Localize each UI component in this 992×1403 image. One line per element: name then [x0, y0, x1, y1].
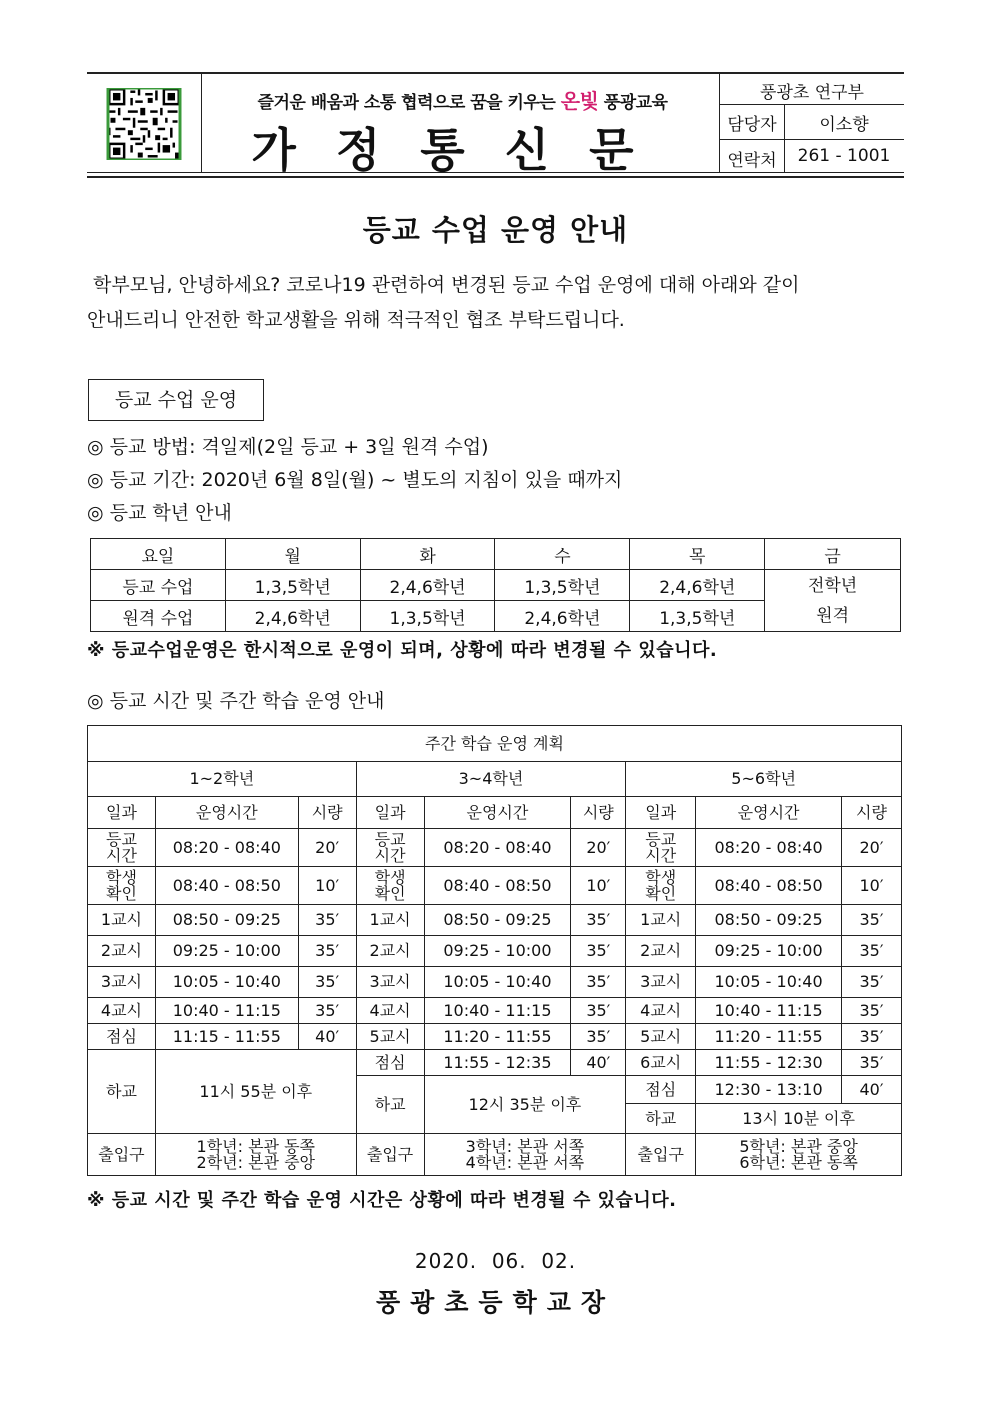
- table-cell: 2,4,6학년: [225, 601, 360, 632]
- duration-cell: 35′: [571, 905, 626, 936]
- leave-time: 12시 35분 이후: [424, 1076, 626, 1134]
- period-cell: [356, 867, 424, 905]
- leave-time: 11시 55분 이후: [155, 1050, 356, 1134]
- intro-paragraph: [87, 268, 907, 338]
- period-cell: 점심: [626, 1076, 696, 1104]
- header-slogan: [210, 85, 715, 114]
- duration-cell: 10′: [841, 867, 901, 905]
- period-cell: 6교시: [626, 1050, 696, 1076]
- leave-label: 하교: [356, 1076, 424, 1134]
- table-header-cell: 금: [765, 539, 901, 570]
- weekly-plan-table: [87, 725, 902, 1176]
- header-divider: [201, 73, 202, 173]
- intro-line: 안내드리니 안전한 학교생활을 위해 적극적인 협조 부탁드립니다.: [87, 309, 625, 331]
- gate-line: 3학년: 본관 서쪽: [465, 1136, 585, 1156]
- table-row: [88, 829, 902, 867]
- slogan-accent: 온빛: [560, 89, 599, 113]
- time-cell: 11:15 - 11:55: [155, 1024, 298, 1050]
- duration-cell: 35′: [841, 905, 901, 936]
- period-cell: [626, 829, 696, 867]
- period-cell: 3교시: [88, 967, 156, 998]
- leave-time: 13시 10분 이후: [696, 1104, 902, 1134]
- period-cell: 4교시: [88, 998, 156, 1024]
- table-row: [88, 1134, 902, 1176]
- bullet-grades: ◎ 등교 학년 안내: [87, 502, 232, 524]
- contact-person: 이소향: [819, 115, 869, 135]
- friday-line: 전학년: [807, 575, 858, 596]
- time-cell: 09:25 - 10:00: [424, 936, 571, 967]
- period-cell: 1교시: [88, 905, 156, 936]
- weekly-title: 주간 학습 운영 계획: [88, 726, 902, 762]
- table-cell: 2,4,6학년: [495, 601, 630, 632]
- table-row: [88, 936, 902, 967]
- column-header: 운영시간: [424, 797, 571, 829]
- column-header: 일과: [356, 797, 424, 829]
- bullet-weekly: ◎ 등교 시간 및 주간 학습 운영 안내: [87, 690, 385, 712]
- duration-cell: 35′: [841, 998, 901, 1024]
- duration-cell: 35′: [298, 905, 356, 936]
- duration-cell: 35′: [841, 936, 901, 967]
- column-header: 일과: [626, 797, 696, 829]
- leave-label: 하교: [626, 1104, 696, 1134]
- period-line: 시간: [374, 845, 406, 865]
- table-title-row: [88, 726, 902, 762]
- column-header-row: [88, 797, 902, 829]
- gate-label: 출입구: [356, 1134, 424, 1176]
- duration-cell: 40′: [571, 1050, 626, 1076]
- time-cell: 08:40 - 08:50: [696, 867, 842, 905]
- gate-line: 1학년: 본관 동쪽: [196, 1136, 315, 1156]
- signature: 풍광초등학교장: [375, 1288, 616, 1317]
- table-cell: 1,3,5학년: [495, 570, 630, 601]
- gate-cell: [424, 1134, 626, 1176]
- period-cell: 1교시: [626, 905, 696, 936]
- meta-rule: [720, 139, 904, 140]
- period-cell: 1교시: [356, 905, 424, 936]
- period-line: 확인: [374, 883, 406, 903]
- time-cell: 10:40 - 11:15: [424, 998, 571, 1024]
- period-line: 시간: [645, 845, 677, 865]
- table-cell: 1,3,5학년: [225, 570, 360, 601]
- column-header: 시량: [298, 797, 356, 829]
- time-cell: 08:50 - 09:25: [696, 905, 842, 936]
- meta-rule: [720, 104, 904, 105]
- duration-cell: 20′: [298, 829, 356, 867]
- period-cell: 5교시: [626, 1024, 696, 1050]
- period-cell: 2교시: [356, 936, 424, 967]
- time-cell: 10:05 - 10:40: [424, 967, 571, 998]
- time-cell: 08:20 - 08:40: [424, 829, 571, 867]
- group-header: 1~2학년: [88, 762, 357, 797]
- gate-line: 2학년: 본관 중앙: [196, 1152, 315, 1172]
- duration-cell: 35′: [841, 1050, 901, 1076]
- header-department: 풍광초 연구부: [760, 83, 864, 103]
- duration-cell: 40′: [298, 1024, 356, 1050]
- time-cell: 10:40 - 11:15: [696, 998, 842, 1024]
- period-cell: [356, 829, 424, 867]
- period-line: 확인: [105, 883, 137, 903]
- table-cell: 등교 수업: [91, 570, 226, 601]
- group-header: 5~6학년: [626, 762, 902, 797]
- note-2: ※ 등교 시간 및 주간 학습 운영 시간은 상황에 따라 변경될 수 있습니다.: [87, 1190, 677, 1211]
- bullet-method: ◎ 등교 방법: 격일제(2일 등교 + 3일 원격 수업): [87, 436, 489, 458]
- table-cell: 1,3,5학년: [360, 601, 495, 632]
- column-header: 일과: [88, 797, 156, 829]
- duration-cell: 20′: [571, 829, 626, 867]
- gate-label: 출입구: [88, 1134, 156, 1176]
- period-line: 시간: [105, 845, 137, 865]
- note-1: ※ 등교수업운영은 한시적으로 운영이 되며, 상황에 따라 변경될 수 있습니다.: [87, 640, 718, 661]
- table-cell: 2,4,6학년: [630, 570, 765, 601]
- period-line: 학생: [374, 867, 406, 887]
- grade-schedule-table: [90, 538, 901, 632]
- duration-cell: 10′: [571, 867, 626, 905]
- time-cell: 11:20 - 11:55: [696, 1024, 842, 1050]
- friday-line: 원격: [816, 605, 850, 626]
- duration-cell: 35′: [298, 936, 356, 967]
- period-cell: 점심: [356, 1050, 424, 1076]
- period-cell: [88, 829, 156, 867]
- time-cell: 09:25 - 10:00: [696, 936, 842, 967]
- issue-date: 2020. 06. 02.: [414, 1249, 577, 1273]
- duration-cell: 35′: [298, 998, 356, 1024]
- time-cell: 10:05 - 10:40: [696, 967, 842, 998]
- duration-cell: 35′: [571, 1024, 626, 1050]
- time-cell: 12:30 - 13:10: [696, 1076, 842, 1104]
- section-label-box: 등교 수업 운영: [88, 379, 264, 421]
- duration-cell: 35′: [298, 967, 356, 998]
- duration-cell: 35′: [571, 967, 626, 998]
- time-cell: 10:05 - 10:40: [155, 967, 298, 998]
- period-cell: 2교시: [626, 936, 696, 967]
- slogan-text-post: 풍광교육: [603, 93, 668, 113]
- contact-phone: 261 - 1001: [797, 146, 891, 166]
- table-header-row: [91, 539, 901, 570]
- header-top-rule: [87, 72, 904, 74]
- table-row: [88, 1024, 902, 1050]
- column-header: 시량: [571, 797, 626, 829]
- period-cell: 5교시: [356, 1024, 424, 1050]
- time-cell: 08:40 - 08:50: [155, 867, 298, 905]
- period-cell: 3교시: [626, 967, 696, 998]
- leave-label: 하교: [88, 1050, 156, 1134]
- slogan-text: 즐거운 배움과 소통 협력으로 꿈을 키우는: [257, 93, 556, 113]
- bullet-period: ◎ 등교 기간: 2020년 6월 8일(월) ~ 별도의 지침이 있을 때까지: [87, 469, 623, 491]
- table-row: [88, 967, 902, 998]
- duration-cell: 40′: [841, 1076, 901, 1104]
- column-header: 운영시간: [155, 797, 298, 829]
- period-cell: [626, 867, 696, 905]
- time-cell: 08:50 - 09:25: [155, 905, 298, 936]
- qr-code-icon: [104, 88, 184, 160]
- time-cell: 08:20 - 08:40: [155, 829, 298, 867]
- period-cell: 3교시: [356, 967, 424, 998]
- gate-line: 5학년: 본관 중앙: [739, 1136, 858, 1156]
- table-header-cell: 수: [495, 539, 630, 570]
- time-cell: 09:25 - 10:00: [155, 936, 298, 967]
- time-cell: 11:55 - 12:35: [424, 1050, 571, 1076]
- period-cell: 2교시: [88, 936, 156, 967]
- table-row: [88, 867, 902, 905]
- duration-cell: 35′: [841, 967, 901, 998]
- time-cell: 08:50 - 09:25: [424, 905, 571, 936]
- table-header-cell: 월: [225, 539, 360, 570]
- gate-line: 4학년: 본관 서쪽: [465, 1152, 585, 1172]
- period-cell: [88, 867, 156, 905]
- gate-label: 출입구: [626, 1134, 696, 1176]
- group-header: 3~4학년: [356, 762, 626, 797]
- table-cell: 원격 수업: [91, 601, 226, 632]
- time-cell: 08:40 - 08:50: [424, 867, 571, 905]
- time-cell: 11:20 - 11:55: [424, 1024, 571, 1050]
- page-title: 가정통신문: [251, 123, 674, 177]
- table-row: [88, 998, 902, 1024]
- friday-cell: [765, 570, 901, 632]
- table-cell: 2,4,6학년: [360, 570, 495, 601]
- duration-cell: 35′: [571, 936, 626, 967]
- intro-line: 학부모님, 안녕하세요? 코로나19 관련하여 변경된 등교 수업 운영에 대해 아래와 같이: [87, 274, 800, 296]
- period-line: 등교: [374, 829, 406, 849]
- period-line: 등교: [645, 829, 677, 849]
- table-cell: 1,3,5학년: [630, 601, 765, 632]
- period-cell: 점심: [88, 1024, 156, 1050]
- gate-cell: [155, 1134, 356, 1176]
- period-cell: 4교시: [356, 998, 424, 1024]
- time-cell: 11:55 - 12:30: [696, 1050, 842, 1076]
- duration-cell: 10′: [298, 867, 356, 905]
- time-cell: 08:20 - 08:40: [696, 829, 842, 867]
- time-cell: 10:40 - 11:15: [155, 998, 298, 1024]
- table-row: [88, 1050, 902, 1076]
- table-row: [88, 905, 902, 936]
- contact-person-label: 담당자: [727, 115, 777, 135]
- gate-cell: [696, 1134, 902, 1176]
- period-line: 확인: [645, 883, 677, 903]
- period-line: 학생: [645, 867, 677, 887]
- period-line: 등교: [105, 829, 137, 849]
- contact-phone-label: 연락처: [727, 151, 777, 171]
- table-row: [91, 570, 901, 601]
- table-header-cell: 화: [360, 539, 495, 570]
- period-cell: 4교시: [626, 998, 696, 1024]
- duration-cell: 35′: [571, 998, 626, 1024]
- group-header-row: [88, 762, 902, 797]
- gate-line: 6학년: 본관 동쪽: [739, 1152, 858, 1172]
- duration-cell: 20′: [841, 829, 901, 867]
- duration-cell: 35′: [841, 1024, 901, 1050]
- column-header: 운영시간: [696, 797, 842, 829]
- document-title: 등교 수업 운영 안내: [362, 213, 629, 247]
- period-line: 학생: [105, 867, 137, 887]
- table-header-cell: 요일: [91, 539, 226, 570]
- column-header: 시량: [841, 797, 901, 829]
- table-header-cell: 목: [630, 539, 765, 570]
